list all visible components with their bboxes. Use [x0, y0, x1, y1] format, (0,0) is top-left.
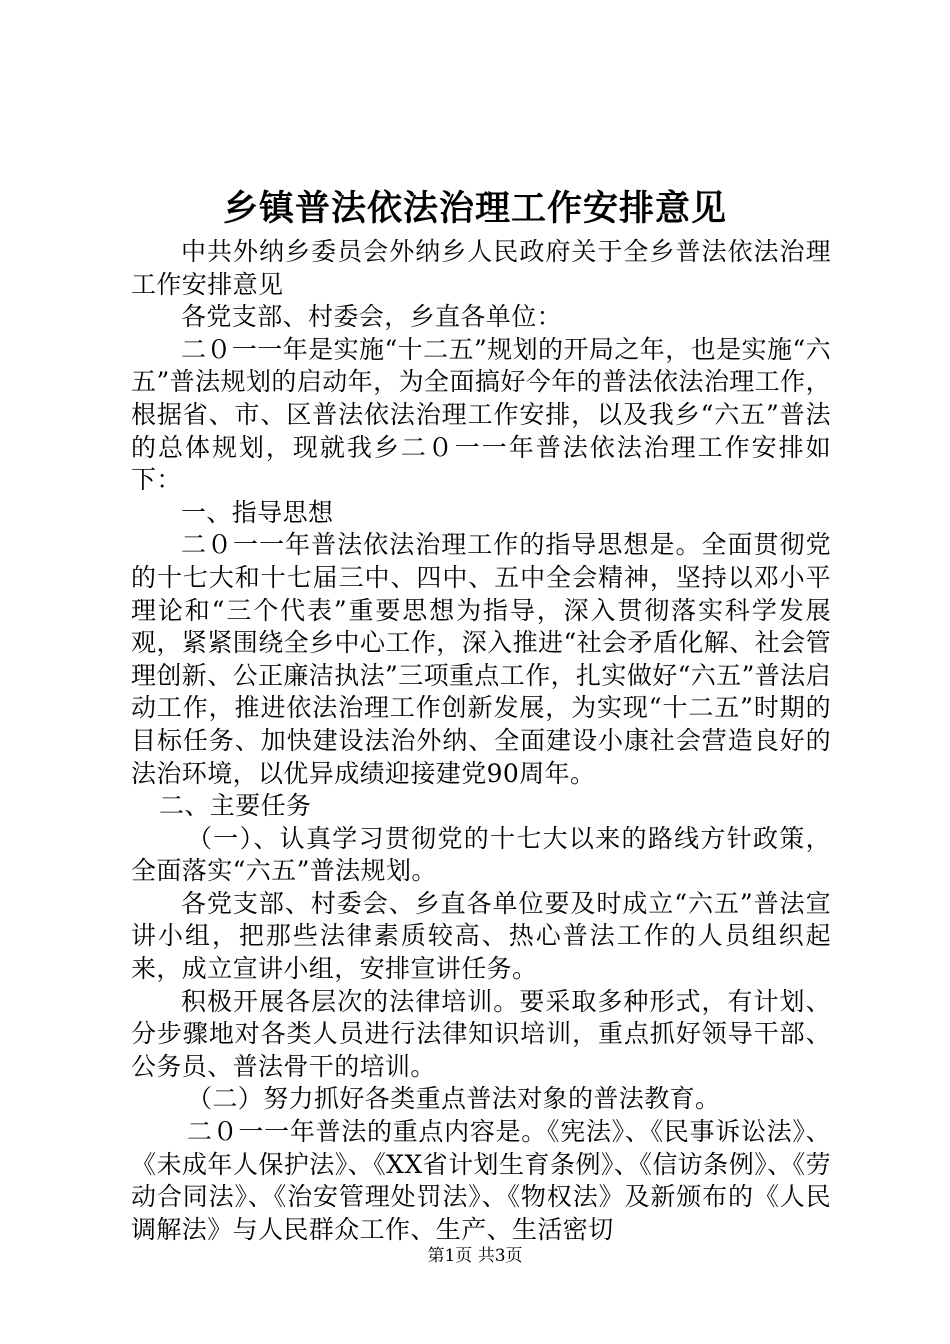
- paragraph-addressee: 各党支部、村委会，乡直各单位：: [181, 302, 563, 332]
- paragraph-task-1b: 积极开展各层次的法律培训。要采取多种形式，有计划、分步骤地对各类人员进行法律知识培训，重点抓好领导干部、公务员、普法骨干的培训。: [131, 986, 831, 1081]
- paragraph-task-1a: 各党支部、村委会、乡直各单位要及时成立“六五”普法宣讲小组，把那些法律素质较高、热心普法工作的人员组织起来，成立宣讲小组，安排宣讲任务。: [131, 888, 831, 984]
- subsection-heading-1: （一）、认真学习贯彻党的十七大以来的路线方针政策，全面落实“六五”普法规划。: [131, 823, 831, 886]
- paragraph-heading-line: 中共外纳乡委员会外纳乡人民政府关于全乡普法依法治理工作安排意见: [131, 237, 831, 299]
- section-heading-main-tasks: 二、主要任务: [159, 791, 312, 821]
- section-heading-guiding-thought: 一、指导思想: [181, 497, 334, 527]
- paragraph-intro: 二０一一年是实施“十二五”规划的开局之年，也是实施“六五”普法规划的启动年，为全面搞好今年的普法依法治理工作，根据省、市、区普法依法治理工作安排，以及我乡“六五”普法的总体规划，现就我乡二０一一年普法依法治理工作安排如下：: [131, 334, 831, 495]
- subsection-heading-2: （二）努力抓好各类重点普法对象的普法教育。: [187, 1084, 721, 1114]
- page-number: 第1页 共3页: [427, 1246, 523, 1266]
- paragraph-guiding-thought: 二０一一年普法依法治理工作的指导思想是。全面贯彻党的十七大和十七届三中、四中、五中全会精神，坚持以邓小平理论和“三个代表”重要思想为指导，深入贯彻落实科学发展观，紧紧围绕全乡中心工作，深入推进“社会矛盾化解、社会管理创新、公正廉洁执法”三项重点工作，扎实做好“六五”普法启动工作，推进依法治理工作创新发展，为实现“十二五”时期的目标任务、加快建设法治外纳、全面建设小康社会营造良好的法治环境，以优异成绩迎接建党90周年。: [131, 530, 831, 788]
- paragraph-task-2a: 二０一一年普法的重点内容是。《宪法》、《民事诉讼法》、《未成年人保护法》、《XX省计划生育条例》、《信访条例》、《劳动合同法》、《治安管理处罚法》、《物权法》及新颁布的《人民调解法》与人民群众工作、生产、生活密切: [131, 1117, 831, 1244]
- document-body: [131, 236, 831, 1246]
- document-title: 乡镇普法依法治理工作安排意见: [222, 188, 727, 229]
